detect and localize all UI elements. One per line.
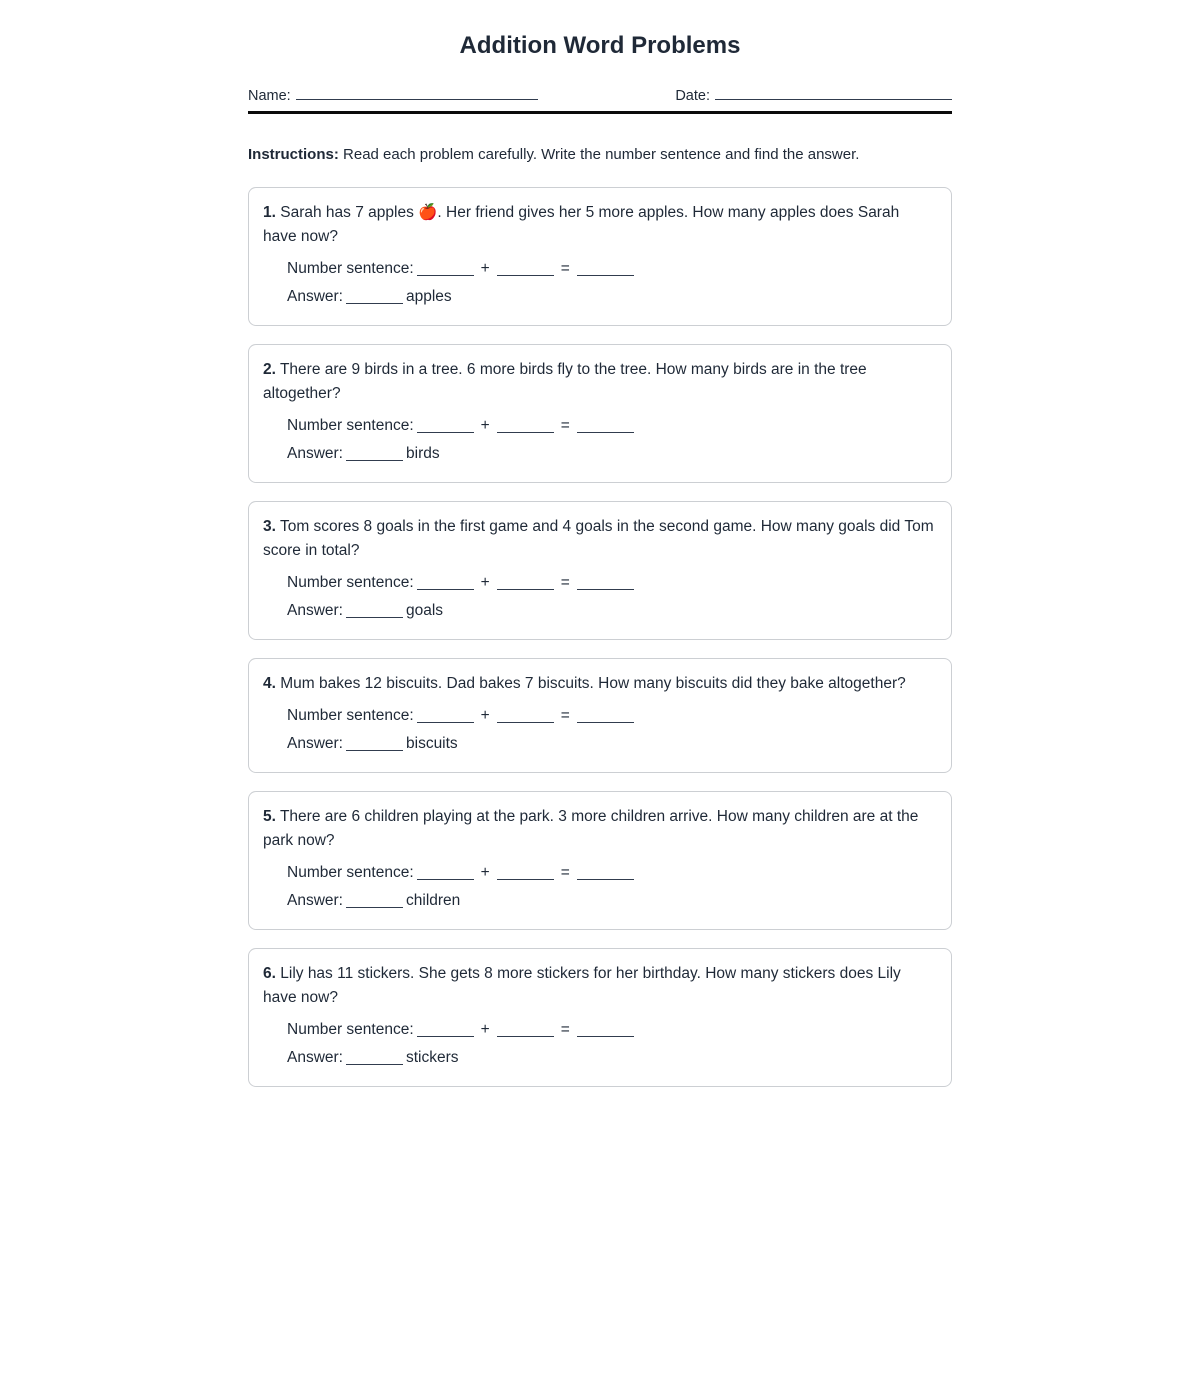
number-sentence-blank-2 xyxy=(497,432,554,433)
number-sentence-blank-2 xyxy=(497,275,554,276)
problem-text xyxy=(263,672,936,696)
answer-unit: apples xyxy=(406,287,452,305)
answer-label: Answer: xyxy=(287,891,343,909)
number-sentence-blank-3 xyxy=(577,1036,634,1037)
number-sentence-blank-1 xyxy=(417,722,474,723)
problem-statement: Sarah has 7 apples 🍎. Her friend gives her 5 more apples. How many apples does Sarah have now? xyxy=(263,203,900,245)
number-sentence-line xyxy=(287,704,936,728)
answer-unit: goals xyxy=(406,601,444,619)
answer-label: Answer: xyxy=(287,601,343,619)
plus-sign: + xyxy=(480,863,490,881)
worksheet-page xyxy=(248,0,952,1087)
problem-statement: There are 9 birds in a tree. 6 more birds fly to the tree. How many birds are in the tree altogether? xyxy=(263,360,867,402)
problem-number: 5. xyxy=(263,807,276,825)
problem-number: 2. xyxy=(263,360,276,378)
problem-number: 4. xyxy=(263,674,276,692)
problem-card-3 xyxy=(248,501,952,640)
answer-blank xyxy=(346,907,403,908)
equals-sign: = xyxy=(560,706,570,724)
number-sentence-label: Number sentence: xyxy=(287,259,414,277)
answer-line xyxy=(287,285,936,309)
number-sentence-line xyxy=(287,414,936,438)
answer-label: Answer: xyxy=(287,287,343,305)
problem-statement: Lily has 11 stickers. She gets 8 more stickers for her birthday. How many stickers does Lily have now? xyxy=(263,964,901,1006)
header-divider xyxy=(248,111,952,114)
plus-sign: + xyxy=(480,259,490,277)
problem-statement: Mum bakes 12 biscuits. Dad bakes 7 biscuits. How many biscuits did they bake altogether? xyxy=(280,674,906,692)
name-blank-line xyxy=(296,99,538,100)
equals-sign: = xyxy=(560,416,570,434)
name-date-row xyxy=(248,88,952,104)
date-field-group xyxy=(675,88,952,104)
number-sentence-label: Number sentence: xyxy=(287,416,414,434)
answer-line xyxy=(287,889,936,913)
number-sentence-line xyxy=(287,257,936,281)
number-sentence-label: Number sentence: xyxy=(287,863,414,881)
number-sentence-blank-2 xyxy=(497,879,554,880)
answer-blank xyxy=(346,303,403,304)
instructions xyxy=(248,144,952,166)
number-sentence-blank-3 xyxy=(577,275,634,276)
problem-statement: There are 6 children playing at the park. 3 more children arrive. How many children are at the park now? xyxy=(263,807,919,849)
problem-card-5 xyxy=(248,791,952,930)
number-sentence-line xyxy=(287,1018,936,1042)
number-sentence-blank-2 xyxy=(497,722,554,723)
equals-sign: = xyxy=(560,573,570,591)
equals-sign: = xyxy=(560,259,570,277)
answer-blank xyxy=(346,750,403,751)
number-sentence-label: Number sentence: xyxy=(287,1020,414,1038)
number-sentence-blank-3 xyxy=(577,589,634,590)
page-title: Addition Word Problems xyxy=(459,32,741,59)
problem-number: 3. xyxy=(263,517,276,535)
answer-label: Answer: xyxy=(287,1048,343,1066)
date-label: Date: xyxy=(675,87,710,104)
answer-blank xyxy=(346,460,403,461)
number-sentence-blank-1 xyxy=(417,879,474,880)
problem-card-2 xyxy=(248,344,952,483)
number-sentence-blank-1 xyxy=(417,589,474,590)
number-sentence-blank-1 xyxy=(417,1036,474,1037)
instructions-text: Read each problem carefully. Write the number sentence and find the answer. xyxy=(343,145,860,163)
number-sentence-line xyxy=(287,861,936,885)
number-sentence-blank-1 xyxy=(417,432,474,433)
answer-unit: biscuits xyxy=(406,734,458,752)
answer-line xyxy=(287,1046,936,1070)
plus-sign: + xyxy=(480,1020,490,1038)
answer-line xyxy=(287,732,936,756)
date-blank-line xyxy=(715,99,952,100)
answer-label: Answer: xyxy=(287,444,343,462)
name-label: Name: xyxy=(248,87,291,104)
number-sentence-blank-3 xyxy=(577,432,634,433)
problem-card-4 xyxy=(248,658,952,773)
answer-blank xyxy=(346,617,403,618)
answer-line xyxy=(287,599,936,623)
number-sentence-blank-2 xyxy=(497,589,554,590)
answer-unit: stickers xyxy=(406,1048,459,1066)
answer-unit: children xyxy=(406,891,461,909)
plus-sign: + xyxy=(480,573,490,591)
number-sentence-label: Number sentence: xyxy=(287,706,414,724)
number-sentence-blank-2 xyxy=(497,1036,554,1037)
answer-line xyxy=(287,442,936,466)
problem-text xyxy=(263,962,936,1010)
problem-text xyxy=(263,805,936,853)
number-sentence-blank-3 xyxy=(577,722,634,723)
problem-number: 6. xyxy=(263,964,276,982)
plus-sign: + xyxy=(480,416,490,434)
problem-text xyxy=(263,201,936,249)
instructions-label: Instructions: xyxy=(248,145,339,163)
answer-label: Answer: xyxy=(287,734,343,752)
problem-card-1 xyxy=(248,187,952,326)
number-sentence-blank-3 xyxy=(577,879,634,880)
problem-number: 1. xyxy=(263,203,276,221)
number-sentence-blank-1 xyxy=(417,275,474,276)
answer-blank xyxy=(346,1064,403,1065)
equals-sign: = xyxy=(560,1020,570,1038)
answer-unit: birds xyxy=(406,444,440,462)
problem-card-6 xyxy=(248,948,952,1087)
name-field-group xyxy=(248,88,538,104)
problem-statement: Tom scores 8 goals in the first game and 4 goals in the second game. How many goals did Tom score in total? xyxy=(263,517,934,559)
problem-text xyxy=(263,358,936,406)
plus-sign: + xyxy=(480,706,490,724)
number-sentence-line xyxy=(287,571,936,595)
equals-sign: = xyxy=(560,863,570,881)
number-sentence-label: Number sentence: xyxy=(287,573,414,591)
problem-text xyxy=(263,515,936,563)
